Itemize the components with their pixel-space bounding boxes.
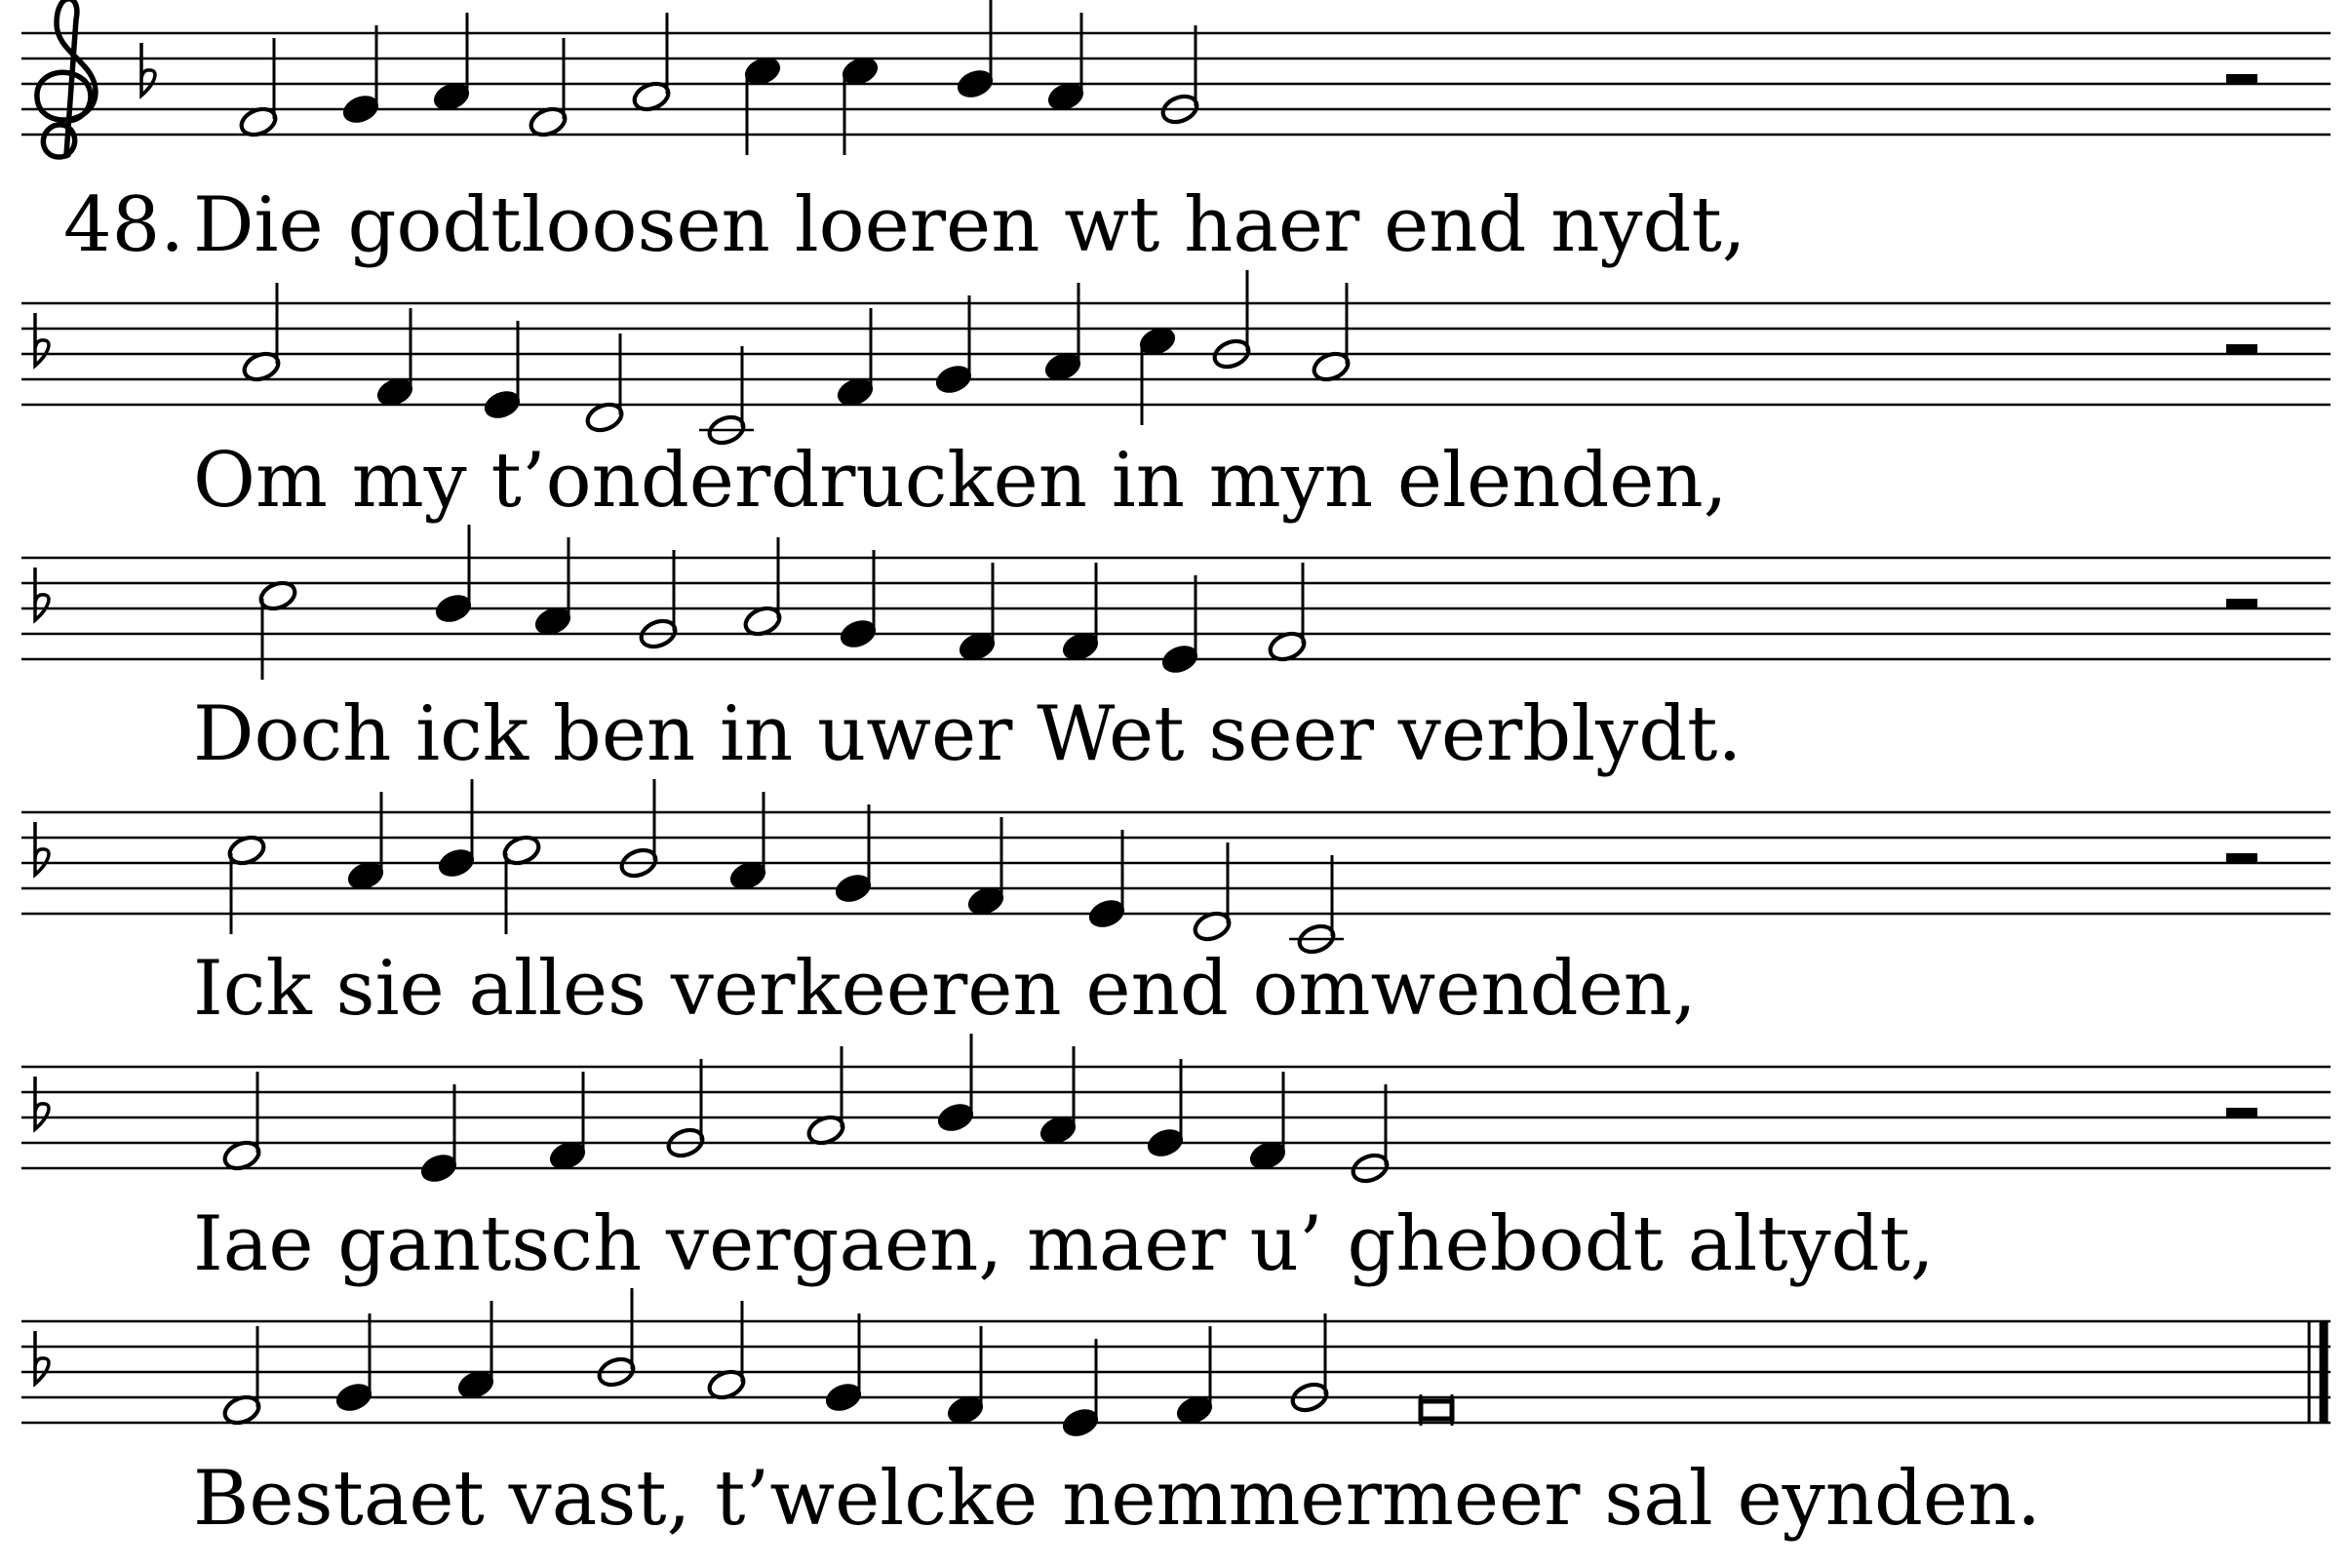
staff-system	[21, 525, 2331, 778]
staff-system	[21, 270, 2331, 525]
staff-system	[21, 779, 2331, 1033]
staff-system	[21, 1288, 2331, 1543]
verse-number: 48.	[63, 181, 185, 269]
rest-icon	[2226, 1108, 2257, 1118]
rest-icon	[2226, 344, 2257, 355]
breve-note	[1421, 1401, 1452, 1419]
flat-sign-icon	[35, 568, 49, 620]
flat-sign-icon	[35, 1331, 49, 1384]
lyric-line: Doch ick ben in uwer Wet seer verblydt.	[193, 690, 1743, 778]
flat-sign-icon	[35, 822, 49, 875]
staff-system	[21, 0, 2331, 269]
lyric-line: Om my t’onderdrucken in myn elenden,	[193, 437, 1728, 525]
staff-system	[21, 1034, 2331, 1288]
flat-sign-icon	[35, 313, 49, 366]
lyric-line: Iae gantsch vergaen, maer u’ ghebodt altydt,	[193, 1200, 1935, 1288]
lyric-line: Die godtloosen loeren wt haer end nydt,	[193, 181, 1746, 269]
lyric-line: Bestaet vast, t’welcke nemmermeer sal eynden.	[193, 1455, 2042, 1543]
rest-icon	[2226, 599, 2257, 609]
lyric-line: Ick sie alles verkeeren end omwenden,	[193, 945, 1697, 1033]
flat-sign-icon	[35, 1077, 49, 1129]
staff-systems	[21, 0, 2331, 1543]
rest-icon	[2226, 853, 2257, 864]
rest-icon	[2226, 74, 2257, 85]
flat-sign-icon	[141, 43, 155, 96]
